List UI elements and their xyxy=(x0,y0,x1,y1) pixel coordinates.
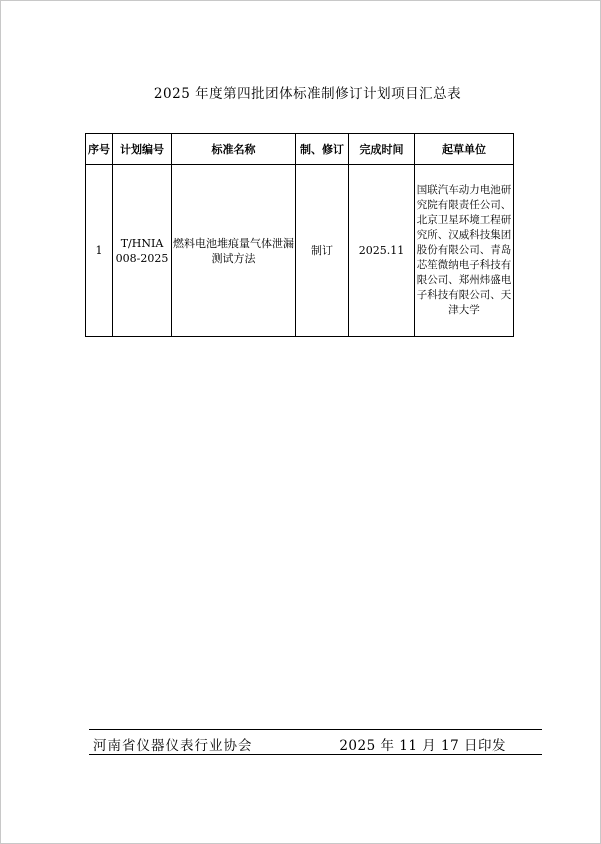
cell-seq: 1 xyxy=(86,165,113,337)
table-header-row xyxy=(86,134,514,165)
table-row xyxy=(86,165,514,337)
header-seq: 序号 xyxy=(86,134,113,165)
cell-type: 制订 xyxy=(296,165,349,337)
header-drafting-units: 起草单位 xyxy=(415,134,514,165)
cell-drafting-units: 国联汽车动力电池研究院有限责任公司、北京卫星环境工程研究所、汉威科技集团股份有限公司、青岛芯笙微纳电子科技有限公司、郑州炜盛电子科技有限公司、天津大学 xyxy=(415,165,514,337)
cell-plan-no: T/HNIA 008-2025 xyxy=(113,165,172,337)
document-title: 2025 年度第四批团体标准制修订计划项目汇总表 xyxy=(153,86,462,102)
header-standard-name: 标准名称 xyxy=(172,134,296,165)
issuing-organization: 河南省仪器仪表行业协会 xyxy=(93,738,253,754)
header-type: 制、修订 xyxy=(296,134,349,165)
cell-completion-time: 2025.11 xyxy=(349,165,415,337)
plan-table xyxy=(85,133,514,337)
header-completion-time: 完成时间 xyxy=(349,134,415,165)
issue-date: 2025 年 11 月 17 日印发 xyxy=(339,738,506,754)
issuance-footer xyxy=(89,729,542,755)
cell-standard-name: 燃料电池堆痕量气体泄漏测试方法 xyxy=(172,165,296,337)
header-plan-no: 计划编号 xyxy=(113,134,172,165)
